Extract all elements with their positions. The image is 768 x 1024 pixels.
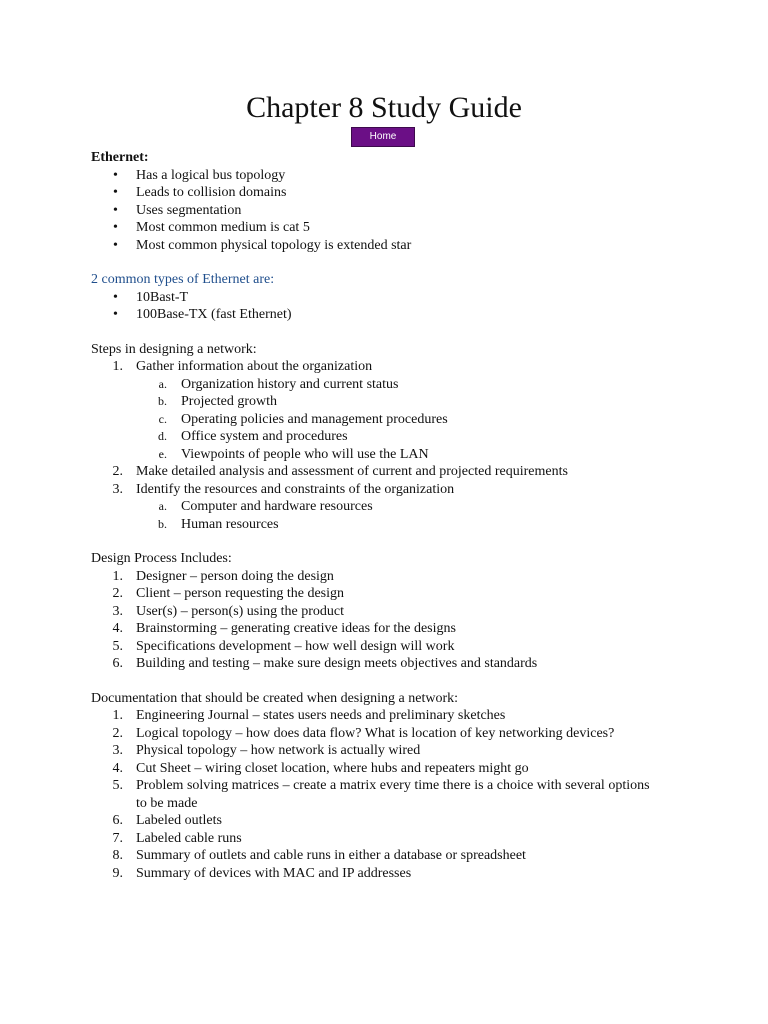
list-item: • Leads to collision domains — [91, 184, 731, 202]
list-item: 4. Cut Sheet – wiring closet location, where hubs and repeaters might go — [112, 760, 529, 776]
list-item: 3. Identify the resources and constraints of the organization a. Computer and hardware resources b. Human resources — [91, 481, 731, 534]
home-button[interactable]: Home — [351, 127, 415, 147]
list-item: 6. Building and testing – make sure design meets objectives and standards — [112, 656, 538, 671]
list-item: 1. Gather information about the organization a. Organization history and current status b. Projected growth c. Operating policies and management procedures d. Office system and procedures e. Viewpoints of people who will use the LAN — [91, 358, 731, 463]
steps-list — [91, 358, 731, 533]
documentation-list — [91, 707, 731, 882]
list-item: 9. Summary of devices with MAC and IP addresses — [112, 865, 412, 881]
list-item: • Uses segmentation — [91, 202, 731, 220]
ethernet-list — [91, 167, 731, 255]
list-item: 2. Logical topology – how does data flow? What is location of key networking devices? — [112, 725, 615, 741]
steps-heading: Steps in designing a network: — [91, 341, 257, 357]
ethernet-types-heading: 2 common types of Ethernet are: — [91, 272, 275, 287]
documentation-heading: Documentation that should be created when designing a network: — [91, 690, 459, 706]
list-item: • Most common physical topology is extended star — [91, 237, 731, 255]
list-item: • 10Bast-T — [91, 289, 731, 307]
list-item: 2. Client – person requesting the design — [112, 586, 345, 601]
list-item: • Most common medium is cat 5 — [91, 219, 731, 237]
sub-list-item: a. Organization history and current status — [158, 376, 399, 392]
sub-list-item: b. Human resources — [158, 516, 279, 532]
list-item: 2. Make detailed analysis and assessment of current and projected requirements — [112, 464, 568, 479]
design-process-list — [91, 568, 731, 673]
ethernet-types-list — [91, 289, 731, 324]
ethernet-heading: Ethernet: — [91, 150, 149, 165]
list-item: 5. Problem solving matrices – create a matrix every time there is a choice with several options to be made — [112, 778, 650, 811]
sub-list-item: a. Computer and hardware resources — [158, 499, 373, 514]
sub-list-item: c. Operating policies and management procedures — [158, 411, 448, 427]
list-item: 1. Designer – person doing the design — [112, 568, 334, 584]
design-process-heading: Design Process Includes: — [91, 551, 232, 566]
list-item: 8. Summary of outlets and cable runs in either a database or spreadsheet — [112, 848, 526, 863]
page-title: Chapter 8 Study Guide — [246, 91, 522, 124]
sub-list-item: d. Office system and procedures — [158, 429, 348, 444]
sub-list-item: b. Projected growth — [158, 394, 278, 409]
list-item: 1. Engineering Journal – states users needs and preliminary sketches — [112, 708, 506, 723]
sub-list — [136, 376, 731, 464]
list-item: • 100Base-TX (fast Ethernet) — [91, 306, 731, 324]
sub-list-item: e. Viewpoints of people who will use the LAN — [158, 446, 429, 462]
list-item: 3. Physical topology – how network is actually wired — [112, 743, 421, 758]
list-item: • Has a logical bus topology — [91, 167, 731, 185]
list-item: 6. Labeled outlets — [112, 813, 222, 828]
list-item: 7. Labeled cable runs — [112, 830, 242, 846]
study-guide-content — [91, 149, 731, 882]
list-item: 5. Specifications development – how well design will work — [112, 638, 455, 654]
list-item: 3. User(s) – person(s) using the product — [112, 603, 345, 619]
sub-list — [136, 498, 731, 533]
list-item: 4. Brainstorming – generating creative ideas for the designs — [112, 621, 456, 636]
